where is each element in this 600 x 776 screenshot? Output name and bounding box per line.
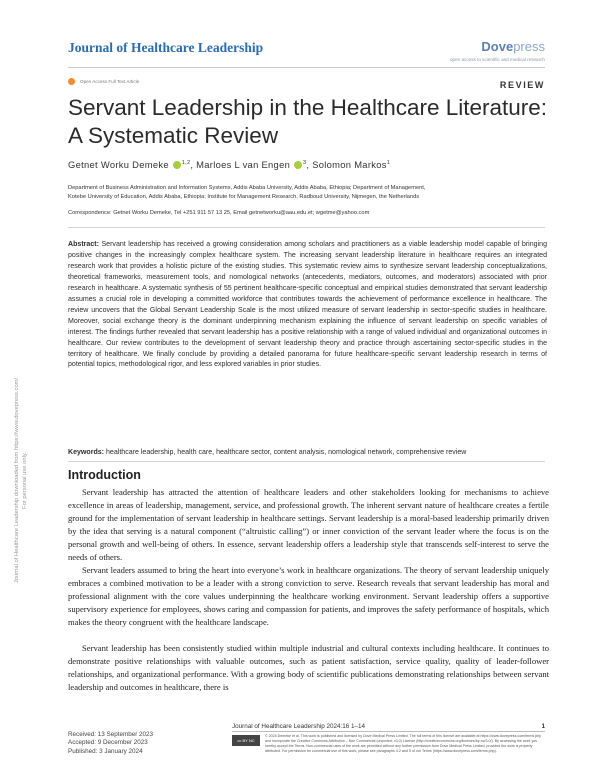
publisher-tagline: open access to scientific and medical research	[450, 57, 545, 62]
paragraph-text: Servant leadership has been consistently studied within multiple industrial and cultural contexts including healthcare. It continues to demonstrate positive relationships with valuable outcomes, such as patient satisfaction, service quality, quality of leader-follower relationships, and organizational performance. With a growing body of scientific publications demonstrating relationships between servant leadership and outcomes in healthcare, there is	[68, 643, 549, 692]
abstract	[68, 240, 547, 371]
abstract-label: Abstract:	[68, 241, 99, 248]
author-sup: 1,2	[181, 159, 191, 166]
license-text: © 2024 Demeke et al. This work is published and licensed by Dove Medical Press Limited. The full terms of this license are available at https://www.dovepress.com/terms.php and incorporate the Creative Commons Attribution – Non Commercial (unported, v3.0) License (http://creativecommons.org/licenses/by-nc/3.0/). By accessing the work you hereby accept the Terms. Non-commercial uses of the work are permitted without any further permission from Dove Medical Press Limited, provided the work is properly attributed. For permission for commercial use of this work, please see paragraphs 4.2 and 5 of our Terms (https://www.dovepress.com/terms.php).	[265, 734, 542, 753]
header-divider	[68, 67, 545, 68]
keywords-text: healthcare leadership, health care, healthcare sector, content analysis, nomological network, comprehensive review	[106, 449, 467, 456]
publisher-suffix: press	[513, 39, 545, 54]
date-accepted: Accepted: 9 December 2023	[68, 739, 148, 747]
section-heading-introduction: Introduction	[68, 468, 141, 482]
sidebar-text	[15, 377, 30, 582]
author-name[interactable]: Solomon Markos	[312, 159, 387, 170]
title-line-1: Servant Leadership in the Healthcare Literature:	[68, 95, 548, 120]
journal-title[interactable]: Journal of Healthcare Leadership	[68, 40, 264, 55]
keywords-label: Keywords:	[68, 449, 105, 456]
author-sup: 3	[303, 159, 307, 166]
sidebar-line-1[interactable]: Journal of Healthcare Leadership downloaded from https://www.dovepress.com/	[14, 377, 21, 583]
paragraph-text: Servant leadership has attracted the attention of healthcare leaders and other stakeholders looking for mechanisms to achieve excellence in areas of leadership, management, service, and professional growth. The inherent servant nature of healthcare creates a fertile ground for the implementation of servant leadership in healthcare settings. Servant leadership is a moral-based leadership primarily driven by the idea that serving is a natural component (“altruistic calling”) or inner conviction of the servant leader where the focus is on the personal growth and well-being of others. In essence, servant leadership offers a leadership style that transcends self-interest to serve the needs of others.	[68, 487, 549, 562]
open-access-icon	[68, 78, 75, 85]
download-sidebar	[2, 330, 42, 630]
affiliations	[68, 184, 548, 202]
intro-paragraph-1	[68, 486, 549, 564]
author-sup: 1	[386, 159, 391, 166]
footer-journal-ref[interactable]: Journal of Healthcare Leadership 2024:16 1–14	[232, 723, 366, 730]
publication-dates	[68, 731, 153, 756]
open-access-row	[68, 78, 139, 85]
abstract-text: Servant leadership has received a growing consideration among scholars and practitioners as a viable leadership model capable of bringing positive changes in the increasingly complex healthcare system. The increasing servant leadership literature in healthcare requires an integrated research work that provides a holistic picture of the existing studies. This systematic review aims to synthesize servant leadership conceptualizations, theoretical frameworks, measurement tools, and nomological networks (antecedents, mediators, outcomes, and moderators) associated with prior research in healthcare. A systematic synthesis of 55 pertinent healthcare-specific conceptual and empirical studies demonstrated that servant leadership assumes a crucial role in developing a committed workforce that contributes towards the achievement of performance excellence in healthcare. The review uncovers that the Global Servant Leadership Scale is the most utilized measure of servant leadership in sector-specific studies in healthcare. Moreover, social exchange theory is the dominant underpinning mechanism explaining the influence of servant leadership on specific variables of interest. The findings further revealed that servant leadership has a positive relationship with a range of valued individual and organizational outcomes in healthcare. Our review contributes to the development of servant leadership theory and practice through ascertaining sector-specific studies in the territory of healthcare. We finally conclude by providing a detailed panorama for future healthcare-specific servant leadership research in terms of potential topics, methodological rigor, and less explored variables in prior studies.	[68, 241, 547, 369]
abstract-top-divider	[68, 227, 545, 228]
author-name[interactable]: Marloes L van Engen	[196, 159, 291, 170]
article-title	[68, 94, 548, 150]
article-type: REVIEW	[499, 80, 545, 90]
footer-divider	[232, 731, 545, 732]
cc-license-icon[interactable]: cc BY NC	[232, 735, 260, 746]
author-list: Getnet Worku Demeke $^{1,2}$, Marloes L van Engen $^3$, Solomon Markos$^1$	[68, 159, 391, 170]
intro-paragraph-3	[68, 642, 549, 694]
intro-paragraph-2	[68, 564, 549, 629]
date-published: Published: 3 January 2024	[68, 747, 143, 755]
publisher-main: Dove	[481, 39, 514, 54]
open-access-label: Open Access Full Text Article	[80, 79, 140, 84]
affiliation-line: Department of Business Administration and Information Systems, Addis Ababa University, Addis Ababa, Ethiopia; Department of Management,	[68, 185, 426, 191]
publisher-logo[interactable]	[481, 39, 545, 54]
keywords	[68, 449, 547, 456]
correspondence: Correspondence: Getnet Worku Demeke, Tel +251 911 57 13 25, Email getnetworku@aau.edu.et; wgetme@yahoo.com	[68, 210, 370, 216]
orcid-icon[interactable]	[294, 161, 302, 169]
affiliation-line: Kotebe University of Education, Addis Ababa, Ethiopia; Institute for Management Research, Radboud University, Nijmegen, the Netherlands	[68, 194, 420, 200]
title-line-2: A Systematic Review	[68, 123, 279, 148]
page-number: 1	[541, 723, 545, 730]
author-name[interactable]: Getnet Worku Demeke	[68, 159, 169, 170]
date-received: Received: 13 September 2023	[68, 731, 154, 738]
abstract-bottom-divider	[68, 461, 545, 462]
sidebar-line-2: For personal use only.	[22, 451, 29, 509]
orcid-icon[interactable]	[173, 161, 181, 169]
paragraph-text: Servant leaders assumed to bring the heart into everyone’s work in healthcare organizations. The theory of servant leadership uniquely embraces a combined motivation to be a leader with a strong conviction to serve. Research reveals that servant leadership has moral and professional alignment with the core values underpinning the healthcare working environment. Servant leadership offers a supportive supervisory experience for employees, shows caring and compassion for patients, and improves the safety performance of hospitals, which makes the theory congruent with the healthcare landscape.	[68, 565, 549, 627]
